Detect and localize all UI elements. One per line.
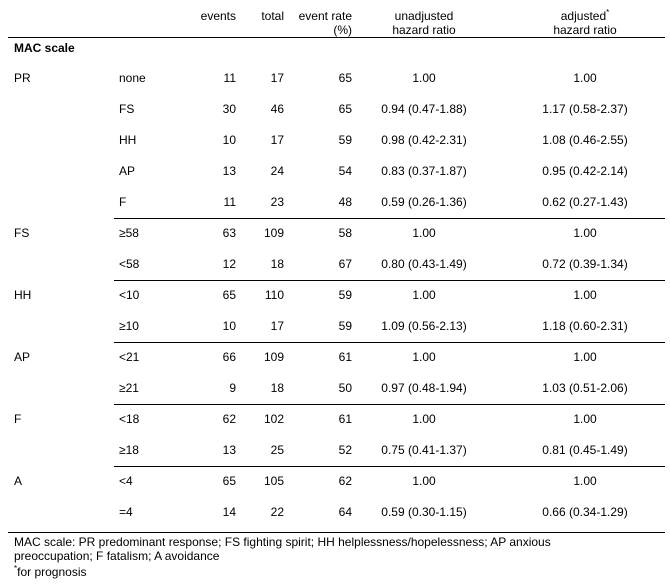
cell-unadj: 0.98 (0.42-2.31) <box>381 133 467 147</box>
footer-rule <box>8 532 665 533</box>
cell-rate: 58 <box>338 226 352 240</box>
cell-unadj: 0.80 (0.43-1.49) <box>381 257 467 271</box>
cell-events: 65 <box>222 288 236 302</box>
cell-rate: 48 <box>338 195 352 209</box>
cell-level: <21 <box>119 350 140 364</box>
group-label: HH <box>14 288 32 302</box>
cell-total: 22 <box>270 505 284 519</box>
cell-events: 10 <box>222 133 236 147</box>
cell-total: 110 <box>264 288 284 302</box>
group-separator <box>114 342 665 343</box>
cell-level: ≥18 <box>119 443 139 457</box>
cell-events: 13 <box>222 443 236 457</box>
cell-events: 66 <box>222 350 236 364</box>
group-label: A <box>14 474 23 488</box>
cell-level: FS <box>119 102 135 116</box>
cell-adj: 1.00 <box>573 350 597 364</box>
cell-level: <4 <box>119 474 133 488</box>
cell-total: 18 <box>270 257 284 271</box>
cell-total: 18 <box>270 381 284 395</box>
cell-unadj: 1.00 <box>412 412 436 426</box>
cell-adj: 1.00 <box>573 71 597 85</box>
cell-adj: 1.03 (0.51-2.06) <box>542 381 628 395</box>
header-rule <box>8 37 665 38</box>
cell-unadj: 0.75 (0.41-1.37) <box>381 443 467 457</box>
cell-total: 17 <box>270 71 284 85</box>
cell-events: 11 <box>223 195 236 209</box>
cell-unadj: 1.00 <box>412 288 436 302</box>
cell-events: 62 <box>222 412 236 426</box>
cell-total: 25 <box>270 443 284 457</box>
header-event-rate-line1: event rate <box>298 9 352 23</box>
cell-adj: 1.08 (0.46-2.55) <box>542 133 628 147</box>
cell-unadj: 1.00 <box>412 71 436 85</box>
header-total: total <box>261 9 284 23</box>
cell-unadj: 1.09 (0.56-2.13) <box>381 319 467 333</box>
cell-level: <58 <box>119 257 140 271</box>
cell-rate: 61 <box>338 412 352 426</box>
cell-events: 13 <box>222 164 236 178</box>
cell-adj: 1.17 (0.58-2.37) <box>542 102 628 116</box>
cell-total: 23 <box>270 195 284 209</box>
cell-adj: 0.81 (0.45-1.49) <box>542 443 628 457</box>
group-separator <box>114 280 665 281</box>
section-title: MAC scale <box>14 41 75 55</box>
header-event-rate <box>286 9 352 37</box>
cell-level: HH <box>119 133 137 147</box>
cell-unadj: 1.00 <box>412 350 436 364</box>
cell-total: 17 <box>270 133 284 147</box>
cell-level: ≥21 <box>119 381 139 395</box>
header-adjusted-sup: * <box>606 8 610 17</box>
cell-rate: 52 <box>338 443 352 457</box>
cell-rate: 65 <box>338 71 352 85</box>
cell-adj: 0.66 (0.34-1.29) <box>542 505 628 519</box>
cell-events: 9 <box>229 381 236 395</box>
group-label: PR <box>14 71 31 85</box>
group-label: AP <box>14 350 31 364</box>
cell-unadj: 0.94 (0.47-1.88) <box>381 102 467 116</box>
cell-rate: 59 <box>338 288 352 302</box>
cell-total: 24 <box>270 164 284 178</box>
header-adjusted <box>525 9 645 37</box>
group-label: FS <box>14 226 30 240</box>
header-unadjusted <box>364 9 484 37</box>
cell-adj: 0.62 (0.27-1.43) <box>542 195 628 209</box>
cell-adj: 0.95 (0.42-2.14) <box>542 164 628 178</box>
cell-rate: 67 <box>338 257 352 271</box>
header-unadjusted-line2: hazard ratio <box>392 23 456 37</box>
cell-adj: 1.00 <box>573 412 597 426</box>
cell-rate: 61 <box>338 350 352 364</box>
cell-rate: 59 <box>338 319 352 333</box>
cell-adj: 0.72 (0.39-1.34) <box>542 257 628 271</box>
cell-events: 63 <box>222 226 236 240</box>
header-events: events <box>200 9 236 23</box>
cell-level: ≥58 <box>119 226 139 240</box>
cell-unadj: 1.00 <box>412 226 436 240</box>
footnote-star: * <box>14 564 18 573</box>
cell-total: 102 <box>263 412 284 426</box>
cell-level: F <box>119 195 127 209</box>
cell-adj: 1.18 (0.60-2.31) <box>542 319 628 333</box>
cell-rate: 54 <box>338 164 352 178</box>
cell-level: none <box>119 71 146 85</box>
cell-events: 65 <box>222 474 236 488</box>
footnote-star-text: for prognosis <box>17 565 87 579</box>
cell-total: 109 <box>263 226 284 240</box>
header-event-rate-line2: (%) <box>333 23 352 37</box>
cell-unadj: 0.59 (0.26-1.36) <box>381 195 467 209</box>
cell-adj: 1.00 <box>573 288 597 302</box>
cell-events: 10 <box>222 319 236 333</box>
cell-total: 109 <box>263 350 284 364</box>
cell-unadj: 0.83 (0.37-1.87) <box>381 164 467 178</box>
cell-events: 12 <box>222 257 236 271</box>
cell-total: 17 <box>270 319 284 333</box>
header-adjusted-line1: adjusted <box>560 9 607 23</box>
cell-level: <18 <box>119 412 140 426</box>
cell-rate: 59 <box>338 133 352 147</box>
cell-level: ≥10 <box>119 319 139 333</box>
header-adjusted-line2: hazard ratio <box>553 23 617 37</box>
cell-adj: 1.00 <box>573 474 597 488</box>
cell-rate: 50 <box>338 381 352 395</box>
cell-total: 105 <box>263 474 284 488</box>
group-separator <box>114 404 665 405</box>
cell-adj: 1.00 <box>573 226 597 240</box>
cell-unadj: 0.59 (0.30-1.15) <box>381 505 467 519</box>
cell-rate: 65 <box>338 102 352 116</box>
group-separator <box>114 466 665 467</box>
header-unadjusted-line1: unadjusted <box>394 9 454 23</box>
cell-total: 46 <box>270 102 284 116</box>
cell-events: 30 <box>222 102 236 116</box>
footnote-prognosis <box>14 565 87 579</box>
group-separator <box>114 218 665 219</box>
cell-rate: 62 <box>338 474 352 488</box>
cell-events: 11 <box>223 71 236 85</box>
cell-events: 14 <box>222 505 236 519</box>
cell-unadj: 1.00 <box>412 474 436 488</box>
footnote-legend: MAC scale: PR predominant response; FS fighting spirit; HH helplessness/hopelessness; AP anxious preoccupation; F fatalism; A avoidance <box>14 535 551 563</box>
cell-level: <10 <box>119 288 140 302</box>
group-label: F <box>14 412 22 426</box>
cell-level: AP <box>119 164 136 178</box>
cell-unadj: 0.97 (0.48-1.94) <box>381 381 467 395</box>
cell-rate: 64 <box>338 505 352 519</box>
cell-level: =4 <box>119 505 133 519</box>
